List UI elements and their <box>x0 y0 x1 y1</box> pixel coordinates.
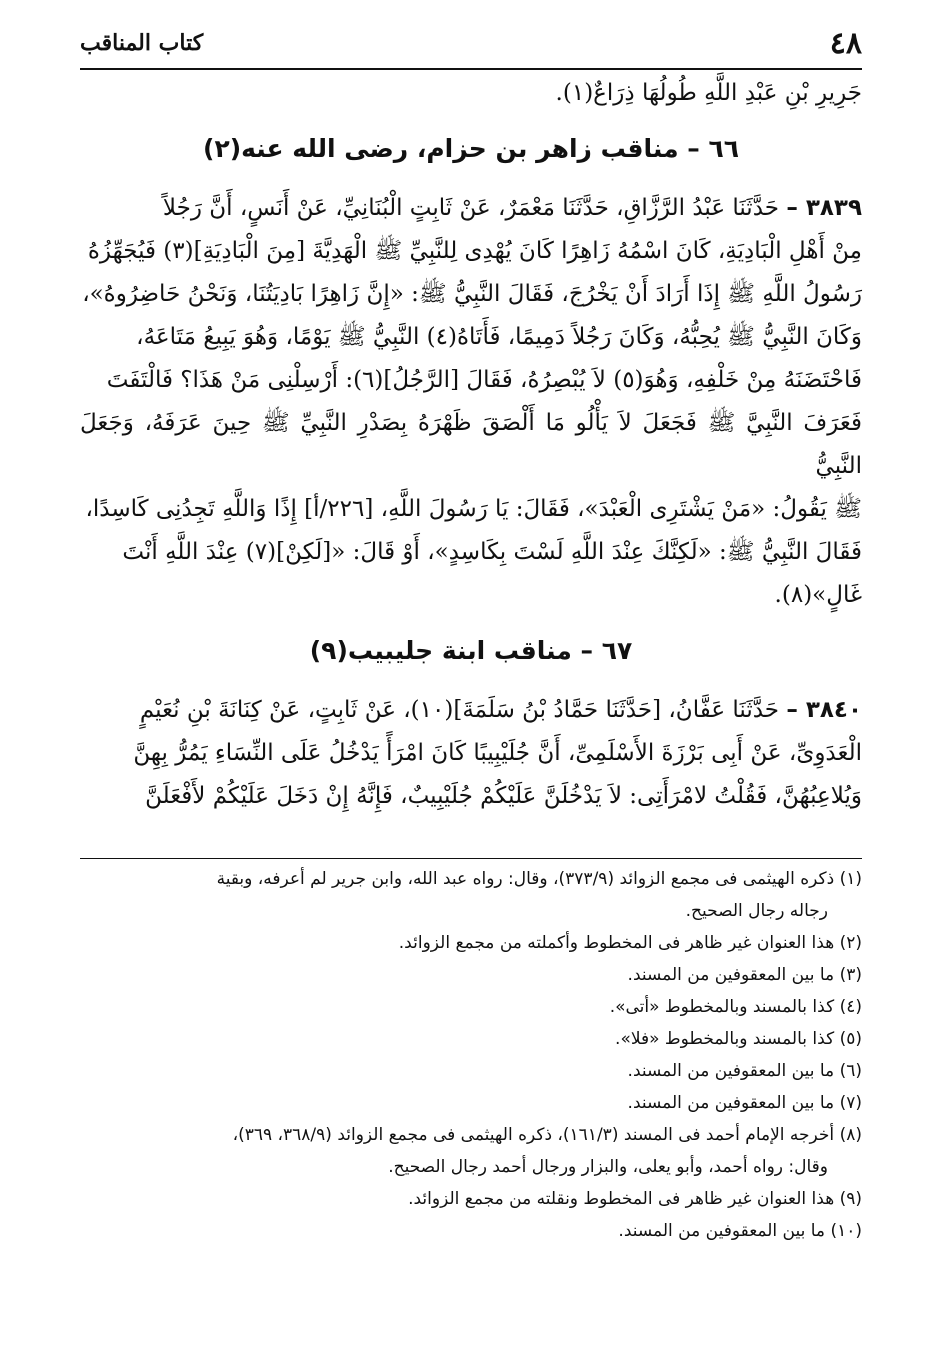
footnote-number: (٧) <box>839 1093 862 1113</box>
hadith-line: ﷺ يَقُولُ: «مَنْ يَشْتَرِى الْعَبْدَ»، فَقَالَ: يَا رَسُولَ اللَّهِ، [٢٢٦/أ] إِذًا وَاللَّهِ تَجِدُنِى كَاسِدًا، <box>85 496 862 522</box>
page-number: ٤٨ <box>829 26 862 61</box>
hadith-line: فَقَالَ النَّبِيُّ ﷺ: «لَكِنَّكَ عِنْدَ اللَّهِ لَسْتَ بِكَاسِدٍ»، أَوْ قَالَ: «[لَكِنْ](٧) عِنْدَ اللَّهِ أَنْتَ <box>122 539 862 565</box>
footnote <box>80 863 862 895</box>
footnote-continuation: رجاله رجال الصحيح. <box>685 901 828 921</box>
footnote-number: (٤) <box>839 997 862 1017</box>
footnote-text: ما بين المعقوفين من المسند. <box>627 1061 835 1081</box>
footnote <box>80 959 862 991</box>
footnote-text: كذا بالمسند وبالمخطوط «أتى». <box>609 997 835 1017</box>
footnote-text: كذا بالمسند وبالمخطوط «فلا». <box>615 1029 835 1049</box>
page-header <box>80 26 862 70</box>
hadith-line: مِنْ أَهْلِ الْبَادِيَةِ، كَانَ اسْمُهُ زَاهِرًا كَانَ يُهْدِى لِلنَّبِيِّ ﷺ الْهَدِيَّةَ [مِنَ الْبَادِيَةِ](٣) فَيُجَهِّزُهُ <box>87 238 862 264</box>
hadith-line <box>80 689 862 732</box>
footnote <box>80 1215 862 1247</box>
book-title: كتاب المناقب <box>80 30 204 56</box>
hadith-line: فَعَرَفَ النَّبِيَّ ﷺ فَجَعَلَ لاَ يَأْلُو مَا أَلْصَقَ ظَهْرَهُ بِصَدْرِ النَّبِيِّ ﷺ حِينَ عَرَفَهُ، وَجَعَلَ النَّبِيُّ <box>80 410 862 479</box>
footnote <box>80 1087 862 1119</box>
hadith-line: رَسُولُ اللَّهِ ﷺ إِذَا أَرَادَ أَنْ يَخْرُجَ، فَقَالَ النَّبِيُّ ﷺ: «إِنَّ زَاهِرًا بَادِيَتُنَا، وَنَحْنُ حَاضِرُوهُ»، <box>82 281 862 307</box>
hadith-line: فَاحْتَضَنَهُ مِنْ خَلْفِهِ، وَهُوَ(٥) لاَ يُبْصِرُهُ، فَقَالَ [الرَّجُلُ](٦): أَرْسِلْنِى مَنْ هَذَا؟ فَالْتَفَتَ <box>106 367 862 393</box>
footnote-number: (٨) <box>839 1125 862 1145</box>
main-text <box>80 72 862 818</box>
footnote <box>80 1055 862 1087</box>
section-67-heading: ٦٧ – مناقب ابنة جليبيب(٩) <box>309 636 633 665</box>
hadith-line: الْعَدَوِىِّ، عَنْ أَبِى بَرْزَةَ الأَسْلَمِىِّ، أَنَّ جُلَيْبِيبًا كَانَ امْرَأً يَدْخُلُ عَلَى النِّسَاءِ يَمُرُّ بِهِنَّ <box>133 740 862 766</box>
footnote-text: ما بين المعقوفين من المسند. <box>627 1093 835 1113</box>
footnote <box>80 991 862 1023</box>
hadith-text: حَدَّثَنَا عَفَّانُ، [حَدَّثَنَا حَمَّادُ بْنُ سَلَمَةَ](١٠)، عَنْ ثَابِتٍ، عَنْ كِنَانَةَ بْنِ نُعَيْمٍ <box>139 697 780 723</box>
footnote-text: هذا العنوان غير ظاهر فى المخطوط ونقلته من مجمع الزوائد. <box>408 1189 835 1209</box>
section-66-heading: ٦٦ – مناقب زاهر بن حزام، رضى الله عنه(٢) <box>203 134 739 163</box>
footnote-number: (١) <box>839 869 862 889</box>
hadith-line <box>80 187 862 230</box>
footnote <box>80 1183 862 1215</box>
footnote-number: (٥) <box>839 1029 862 1049</box>
footnote-text: ما بين المعقوفين من المسند. <box>627 965 835 985</box>
footnote-number: (٦) <box>839 1061 862 1081</box>
footnote-text: أخرجه الإمام أحمد فى المسند (١٦١/٣)، ذكره الهيثمى فى مجمع الزوائد (٣٦٨/٩، ٣٦٩)، <box>232 1125 835 1145</box>
footnote-text: ذكره الهيثمى فى مجمع الزوائد (٣٧٣/٩)، وقال: رواه عبد الله، وابن جرير لم أعرفه، وبقية <box>216 869 835 889</box>
footnote-continuation: وقال: رواه أحمد، وأبو يعلى، والبزار ورجال أحمد رجال الصحيح. <box>388 1157 828 1177</box>
footnote <box>80 1119 862 1151</box>
hadith-3840 <box>80 689 862 818</box>
intro-line: جَرِيرِ بْنِ عَبْدِ اللَّهِ طُولُهَا ذِرَاعٌ(١). <box>555 80 862 106</box>
hadith-line: غَالٍ»(٨). <box>774 582 862 608</box>
hadith-text: حَدَّثَنَا عَبْدُ الرَّزَّاقِ، حَدَّثَنَا مَعْمَرٌ، عَنْ ثَابِتٍ الْبُنَانِيِّ، عَنْ أَنَسٍ، أَنَّ رَجُلاً <box>162 195 780 221</box>
hadith-number: ٣٨٤٠ – <box>786 697 862 723</box>
footnote-number: (٣) <box>839 965 862 985</box>
footnote <box>80 1023 862 1055</box>
hadith-number: ٣٨٣٩ – <box>786 195 862 221</box>
footnotes <box>80 858 862 1247</box>
footnote-text: ما بين المعقوفين من المسند. <box>618 1221 826 1241</box>
footnote-text: هذا العنوان غير ظاهر فى المخطوط وأكملته من مجمع الزوائد. <box>398 933 835 953</box>
footnote-number: (٩) <box>839 1189 862 1209</box>
hadith-line: وَكَانَ النَّبِيُّ ﷺ يُحِبُّهُ، وَكَانَ رَجُلاً دَمِيمًا، فَأَتَاهُ(٤) النَّبِيُّ ﷺ يَوْمًا، وَهُوَ يَبِيعُ مَتَاعَهُ، <box>136 324 862 350</box>
footnote <box>80 927 862 959</box>
hadith-line: وَيُلاعِبُهُنَّ، فَقُلْتُ لامْرَأَتِى: لاَ يَدْخُلَنَّ عَلَيْكُمْ جُلَيْبِيبٌ، فَإِنَّهُ إِنْ دَخَلَ عَلَيْكُمْ لأَفْعَلَنَّ <box>145 783 862 809</box>
hadith-3839 <box>80 187 862 617</box>
footnote-number: (٢) <box>839 933 862 953</box>
footnote-number: (١٠) <box>830 1221 862 1241</box>
